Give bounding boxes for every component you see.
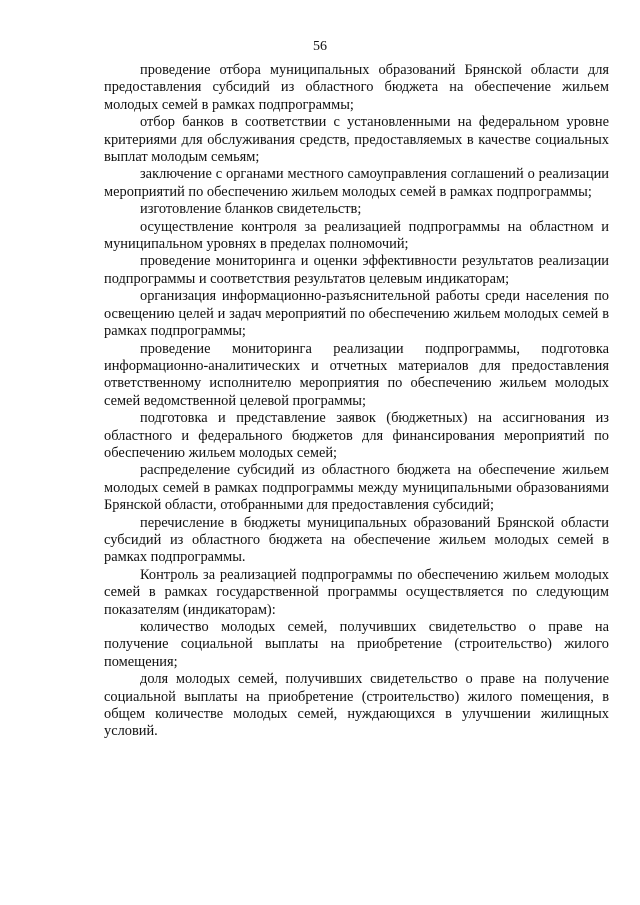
- paragraph-8: проведение мониторинга реализации подпрограммы, подготовка информационно-аналитических и отчетных материалов для предоставления ответственному исполнителю мероприятия по обеспечению жильем молодых семей ведомственной целевой программы;: [104, 340, 609, 409]
- paragraph-11: перечисление в бюджеты муниципальных образований Брянской области субсидий из областного бюджета на обеспечение жильем молодых семей в рамках подпрограммы.: [104, 514, 609, 566]
- paragraph-3: заключение с органами местного самоуправления соглашений о реализации мероприятий по обеспечению жильем молодых семей в рамках подпрограммы;: [104, 166, 609, 200]
- paragraph-5: осуществление контроля за реализацией подпрограммы на областном и муниципальном уровнях в пределах полномочий;: [104, 218, 609, 253]
- paragraph-12: Контроль за реализацией подпрограммы по обеспечению жильем молодых семей в рамках государственной программы осуществляется по следующим показателям (индикаторам):: [104, 566, 609, 618]
- paragraph-7: организация информационно-разъяснительной работы среди населения по освещению целей и задач мероприятий по обеспечению жильем молодых семей в рамках подпрограммы;: [104, 288, 609, 340]
- paragraph-14: доля молодых семей, получивших свидетельство о праве на получение социальной выплаты на приобретение (строительство) жилого помещения, в общем количестве молодых семей, нуждающихся в улучшении жилищных условий.: [104, 671, 609, 740]
- paragraph-10: распределение субсидий из областного бюджета на обеспечение жильем молодых семей в рамках подпрограммы между муниципальными образованиями Брянской области, отобранными для предоставления субсидий;: [104, 462, 609, 514]
- paragraph-9: подготовка и представление заявок (бюджетных) на ассигнования из областного и федерального бюджетов для финансирования мероприятий по обеспечению жильем молодых семей;: [104, 410, 609, 461]
- paragraph-6: проведение мониторинга и оценки эффективности результатов реализации подпрограммы и соответствия результатов целевым индикаторам;: [104, 253, 609, 287]
- paragraph-1: проведение отбора муниципальных образований Брянской области для предоставления субсидий из областного бюджета на обеспечение жильем молодых семей в рамках подпрограммы;: [104, 62, 609, 113]
- paragraph-2: отбор банков в соответствии с установленными на федеральном уровне критериями для обслуживания средств, предоставляемых в качестве социальных выплат молодым семьям;: [104, 114, 609, 166]
- document-body: [104, 62, 609, 741]
- paragraph-4: изготовление бланков свидетельств;: [140, 201, 362, 218]
- paragraph-13: количество молодых семей, получивших свидетельство о праве на получение социальной выплаты на приобретение (строительство) жилого помещения;: [104, 619, 609, 670]
- page-number: 56: [313, 39, 327, 54]
